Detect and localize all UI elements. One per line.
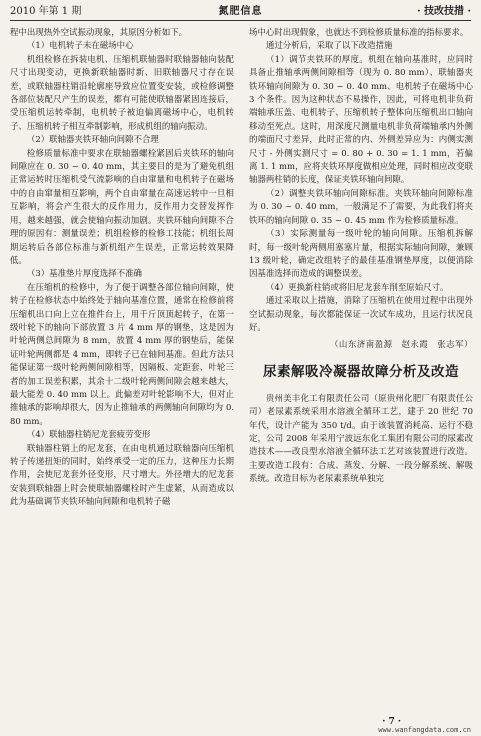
paragraph: （2）调整夹铁环轴向间隙标准。夹铁环轴向间隙标准为 0. 30 ~ 0. 40 mm，一般满足不了需要，为此我们将夹铁环的轴向间隙 0. 35 ~ 0. 45 mm 作为检修质量标准。	[249, 187, 473, 225]
issue-label: 2010 年第 1 期	[10, 6, 82, 17]
article-title: 尿素解吸冷凝器故障分析及改造	[263, 363, 459, 380]
paragraph: 通过分析后，采取了以下改造措施	[265, 40, 393, 51]
journal-title: 氮肥信息	[218, 6, 263, 17]
paragraph: （4）更换新柱销或将旧尼龙套车削至原始尺寸。	[265, 281, 449, 292]
paragraph: 程中出现热外空试振动现象，其原因分析如下。	[10, 27, 188, 37]
subheading: （3）基准垫片厚度选择不准确	[26, 268, 142, 279]
paragraph: 场中心时出现假象，也就达不到检修质量标准的指标要求。	[249, 27, 469, 37]
page-header	[10, 4, 471, 21]
section-label: · 技改技措 ·	[417, 6, 471, 17]
subheading: （1）电机转子未在磁场中心	[26, 40, 134, 51]
left-column	[10, 26, 234, 509]
paragraph: 机组检修在拆装电机、压缩机联轴器时联轴器轴向装配尺寸出现变动，更换新联轴器时新、旧联轴器尺寸存在误差，或联轴器柱销沿轮廓座导致应位置变安装，或检修调整各部位装配尺产生的误差，都有可能使联轴器紧固连接后，受压缩机运转牵制，电机转子被迫偏离磁场中心，电机转子、压缩机转子相互牵制影响，形成机组的轴向振动。	[10, 53, 234, 131]
paragraph: 联轴器柱销上的尼龙套，在由电机通过联轴器向压缩机转子传递扭矩的同时，始终承受一定的压力，这种压力长期作用，会使尼龙套外径变形，尺寸增大。外径增大的尼龙套安装到联轴器上时会使联轴器螺栓时产生虚紧，从而造成以此为基础调节夹铁环轴向间隙和电机转子磁	[10, 442, 234, 507]
paragraph: 贵州美丰化工有限责任公司（原贵州化肥厂有限责任公司）老尿素系统采用水溶液全循环工艺，建于 20 世纪 70 年代，设计产能为 350 t/d。由于该装置消耗高、运行不稳定，公司 2008 年采用宁波远东化工集团有限公司的尿素改造技术——改良型水溶液全循环法工艺对该装置进行改造。主要改造工段有：合成、蒸发、分解、一段分解系统、解吸系统。改造目标为老尿素系统单独完	[249, 392, 473, 484]
subheading: （4）联轴器柱销尼龙套疲劳变形	[26, 429, 151, 440]
page-number: · 7 ·	[382, 717, 401, 727]
author-byline: （山东济南盈源 赵永霞 张志军）	[330, 339, 473, 350]
paragraph: （3）实际测量每一级叶轮的轴向间隙。压缩机拆解时，每一级叶轮两侧用塞塞片量，根据实际轴向间隙，兼顾 13 级叶轮，确定改组转子的最佳基准钢垫厚度，以便消除因基准选择而造成的调整误差。	[249, 228, 473, 279]
subheading: （2）联轴器夹铁环轴向间隙不合理	[26, 134, 159, 145]
paragraph: 通过采取以上措施，消除了压缩机在使用过程中出现外空试振动现象，每次都能保证一次试车成功，且运行状况良好。	[249, 295, 473, 332]
paragraph: 在压缩机的检修中，为了便于调整各部位轴向间隙，使转子在检修状态中始终处于轴向基准位置，通常在检修前将压缩机出口向上立在推件台上，用千斤顶顶起转子，在第一级叶轮下的轴向下部放置 3 片 4 mm 厚的钢垫，这是因为叶轮两侧总间隙为 8 mm，放置 4 mm 厚的钢垫后，能保证叶轮两侧都是 4 mm，即转子已在轴间基准。但此方法只能保证第一级叶轮两侧间隙相等，因隔板、定距套、叶轮三者的加工误差积累，其余十二级叶轮两侧间隙会越来越大，最大能差 0. 40 mm 以上。此偏差对叶轮影响不大，但对止推轴承的影响却很大，因为止推轴承的两侧轴向间隙均为 0. 80 mm。	[10, 281, 234, 426]
paragraph: （1）调节夹铁环的厚度。机组在轴向基准时，应同时具备止推轴承两侧间隙相等（现为 0. 80 mm）、联轴器夹铁环轴向间隙为 0. 30 ~ 0. 40 mm、电机转子在磁场中心 3 个条件。因为这种状态不易操作，因此，可将电机非负荷端轴承压盖、电机转子、压缩机转子整体向压缩机出口轴向移动至死点。这时，用深度尺测量电机非负荷端轴承内外侧的端面尺寸差异，此时正常的内、外侧差异应为：内侧实测尺寸 - 外侧实测尺寸 = 0. 80 + 0. 30 = 1. 1 mm，若偏离 1. 1 mm，应将夹铁环厚度做相应处理，同时相应改变联轴器两柱销的长度，保证夹铁环轴向间隙。	[249, 53, 473, 185]
watermark: www.wanfangdata.com.cn	[378, 726, 471, 734]
paragraph: 检修质量标准中要求在联轴器螺栓紧固后夹铁环的轴向间隙应在 0. 30 ~ 0. 40 mm，其主要目的是为了避免机组正常运转时压缩机受气流影响的自由窜量和电机转子在磁场中的自由窜量相互影响，两个自由窜量在高速运转中一旦相互影响，将会产生很大的反作用力，反作用力交替发挥作用，越来越强，就会使轴向振动加剧。夹铁环轴向间隙不合理的原因有：测量误差；机组检修的检修工技能；机组长周期运转后各部位标准与新机组产生误差，正常运转效果降低。	[10, 147, 234, 265]
right-column	[249, 26, 473, 486]
